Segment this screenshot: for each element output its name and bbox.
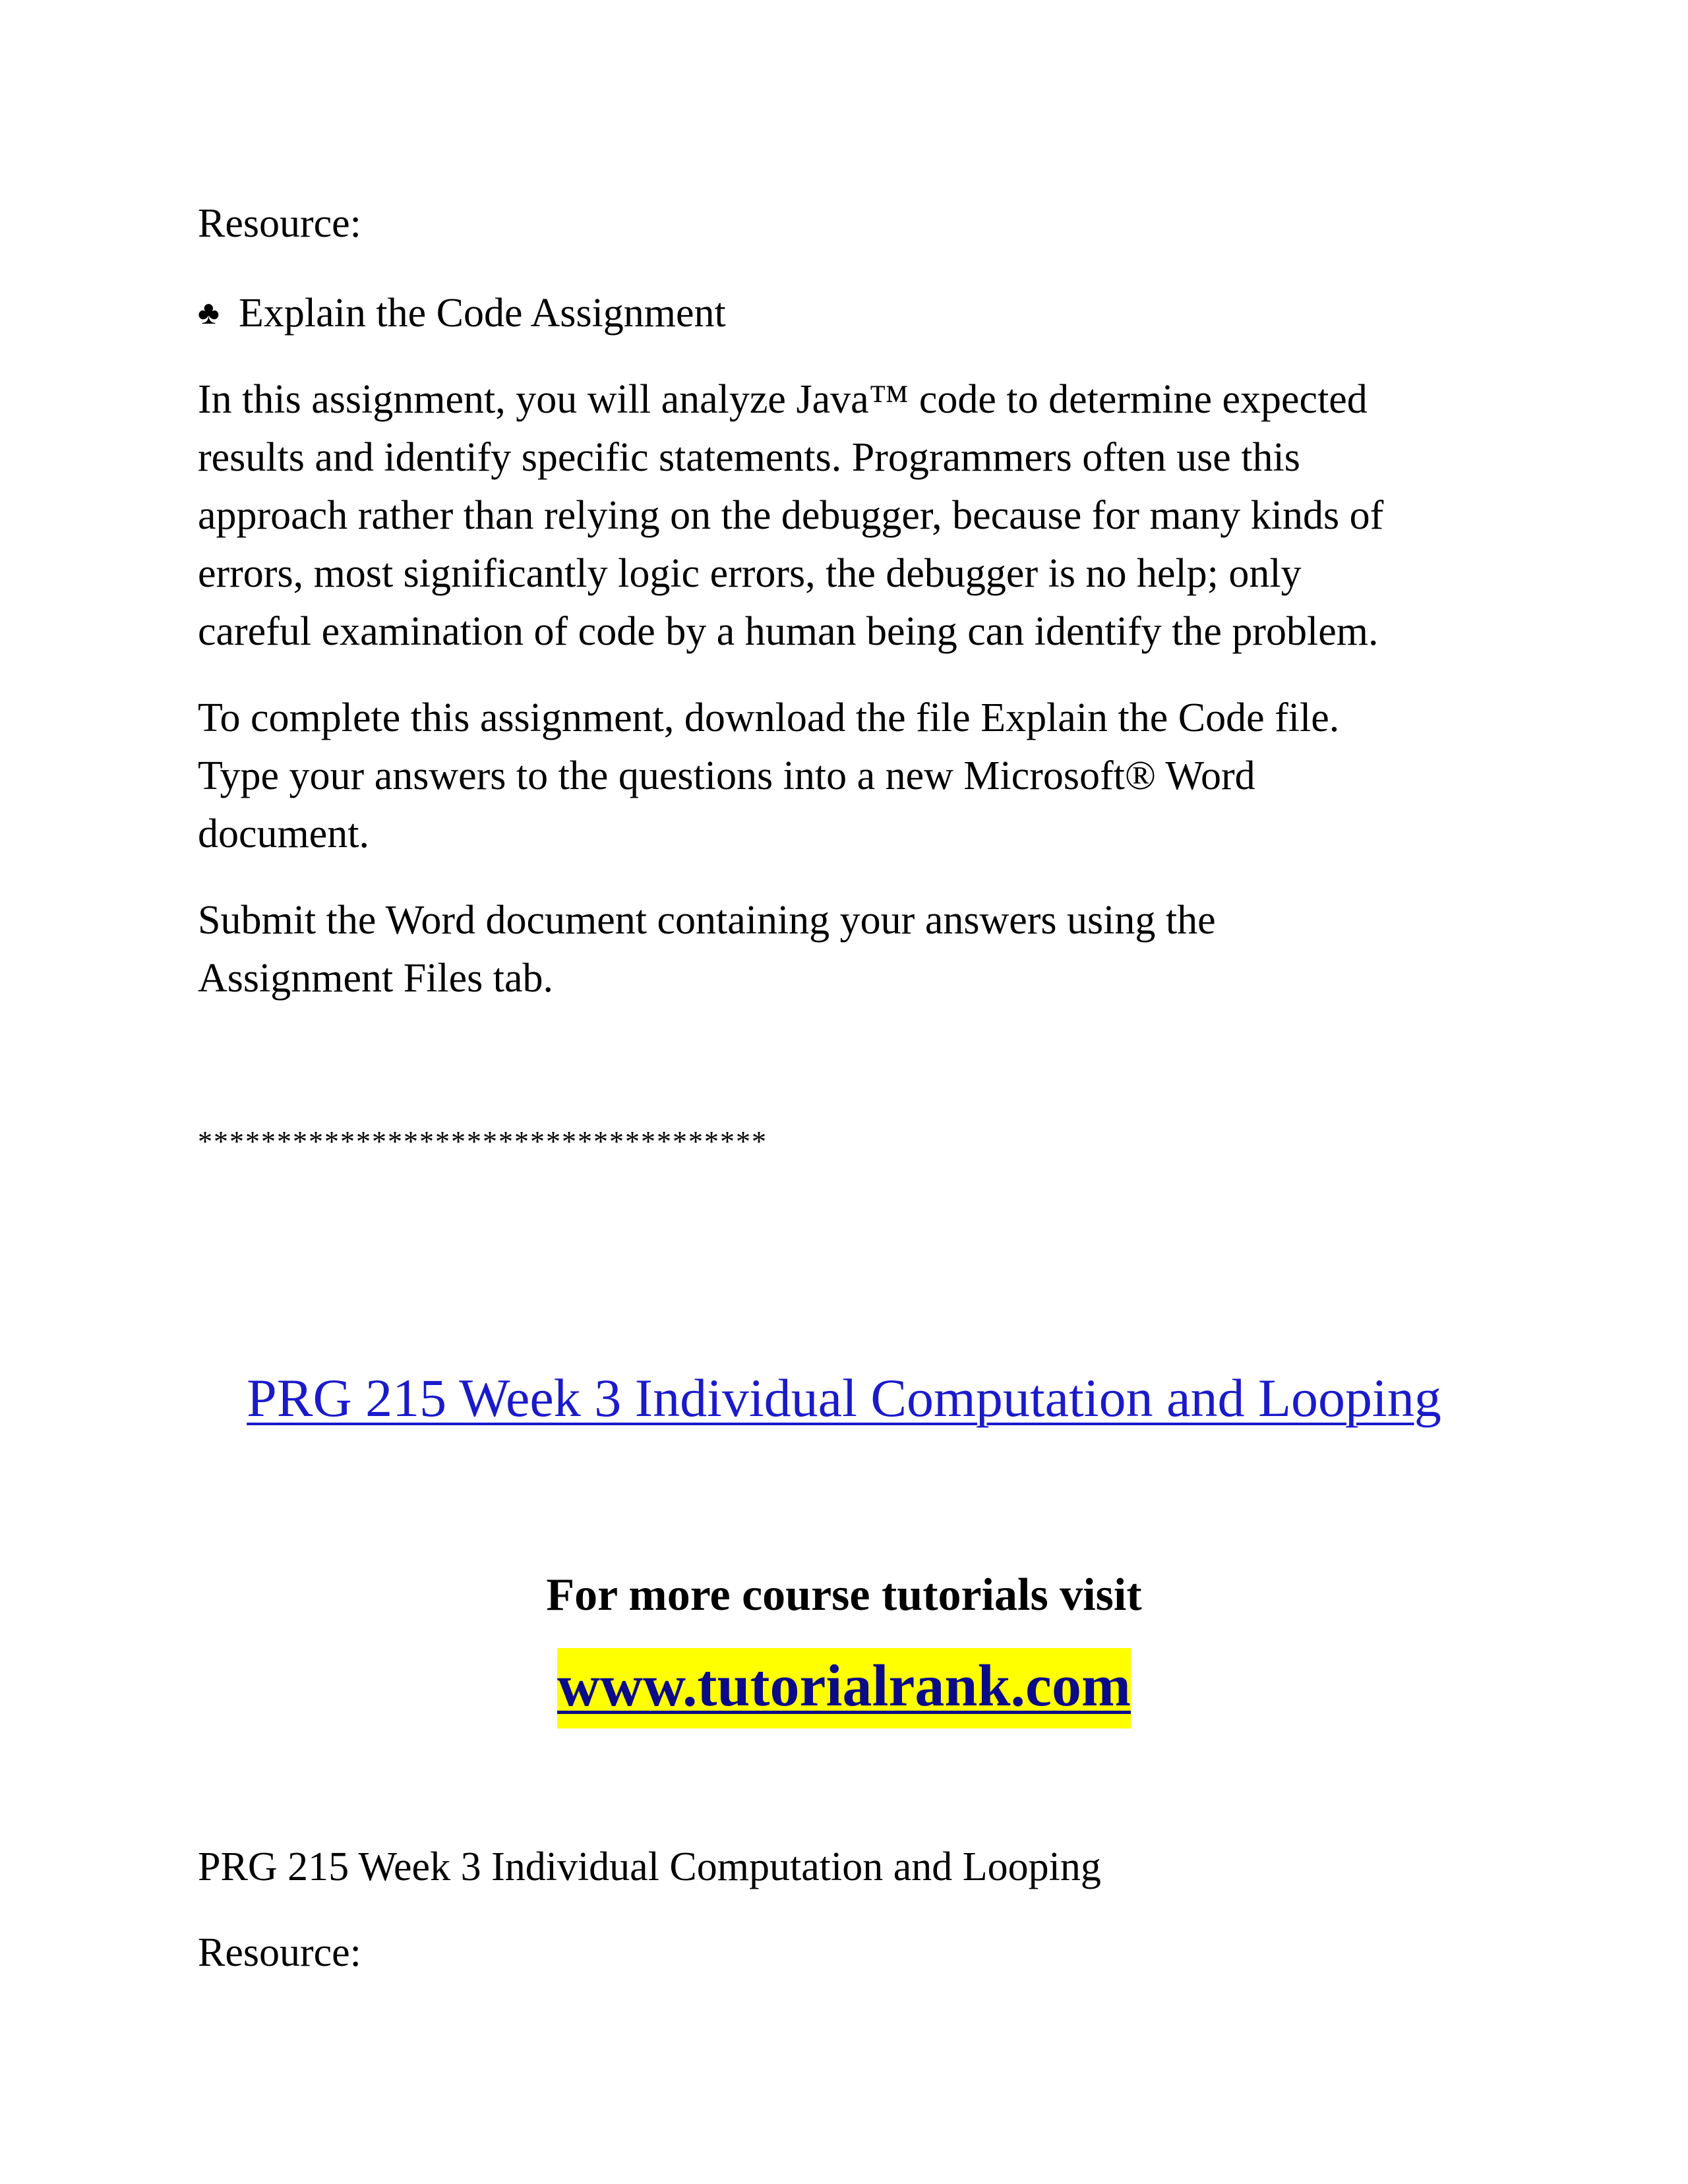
course-link[interactable]: PRG 215 Week 3 Individual Computation and Looping: [247, 1368, 1441, 1428]
promo-url-link[interactable]: www.tutorialrank.com: [557, 1648, 1131, 1728]
promo-url-container: [0, 1648, 1688, 1728]
paragraph-line: approach rather than relying on the debugger, because for many kinds of: [198, 493, 1384, 538]
paragraph-line: errors, most significantly logic errors, the debugger is no help; only: [198, 551, 1302, 596]
promo-text: For more course tutorials visit: [546, 1570, 1142, 1620]
club-bullet-icon: ♣: [198, 294, 220, 331]
paragraph-line: In this assignment, you will analyze Java™ code to determine expected: [198, 377, 1368, 422]
paragraph-line: Type your answers to the questions into a new Microsoft® Word: [198, 753, 1255, 798]
paragraph-line: Assignment Files tab.: [198, 956, 554, 1001]
separator: ************************************: [198, 1125, 768, 1158]
resource-label: Resource:: [198, 1930, 361, 1975]
instructions-paragraph: [198, 689, 1517, 863]
paragraph-line: Submit the Word document containing your answers using the: [198, 898, 1216, 943]
assignment-description: [198, 370, 1517, 661]
paragraph-line: document.: [198, 812, 369, 856]
bullet-item: [198, 283, 726, 342]
submission-paragraph: [198, 891, 1517, 1007]
paragraph-line: careful examination of code by a human being can identify the problem.: [198, 609, 1379, 654]
paragraph-line: results and identify specific statements. Programmers often use this: [198, 435, 1300, 480]
paragraph-line: To complete this assignment, download the file Explain the Code file.: [198, 695, 1340, 740]
bullet-text: Explain the Code Assignment: [239, 291, 726, 336]
next-section-title: PRG 215 Week 3 Individual Computation and Looping: [198, 1845, 1101, 1889]
course-link-heading: [0, 1362, 1688, 1434]
resource-label: Resource:: [198, 201, 361, 246]
